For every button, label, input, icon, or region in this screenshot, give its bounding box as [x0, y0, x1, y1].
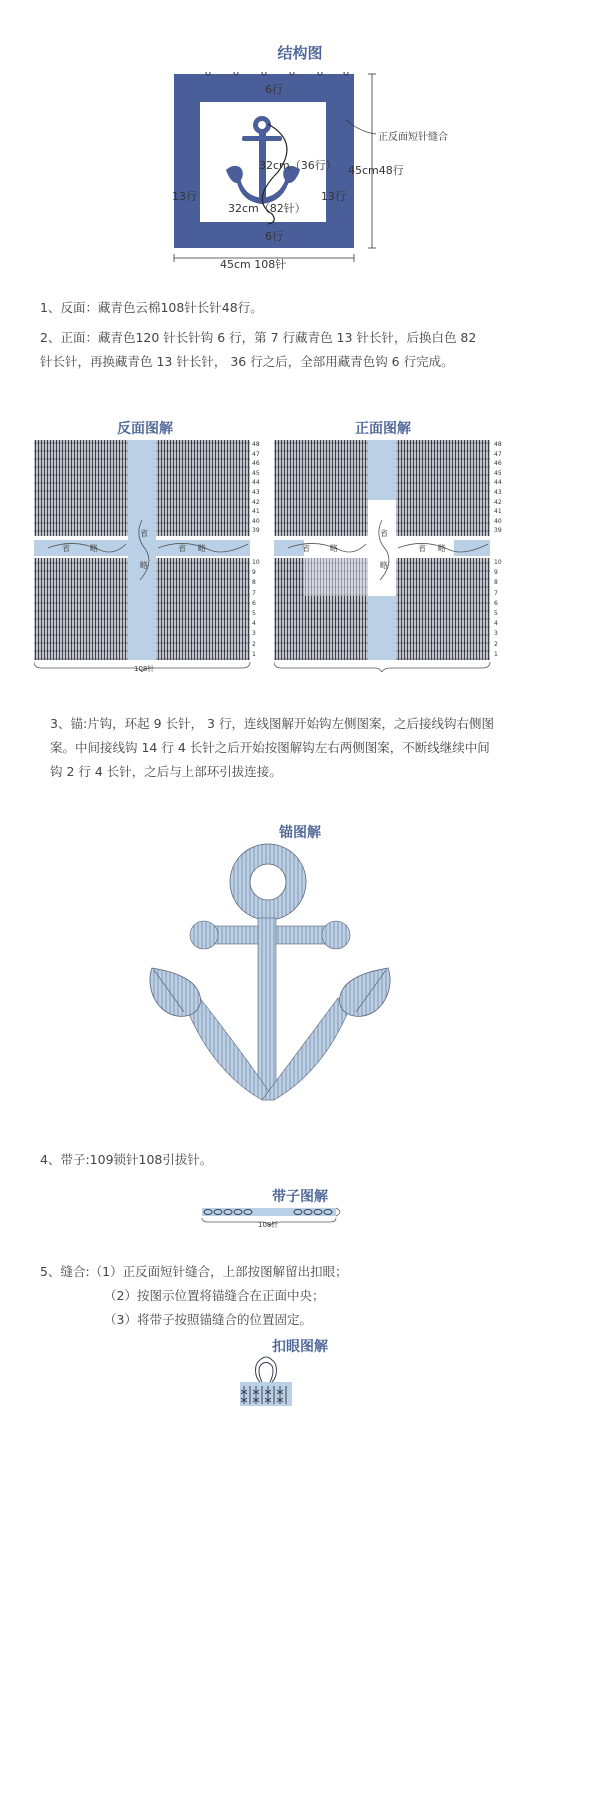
row-label: 3 [494, 630, 498, 638]
row-label: 3 [252, 630, 256, 638]
front-omit-vertical: 省 [380, 529, 388, 538]
back-row-labels-top [252, 440, 268, 536]
row-label: 5 [494, 610, 498, 618]
instruction-step5-2: （2）按图示位置将锚缝合在正面中央； [104, 1288, 325, 1303]
back-omit-right2: 略 [198, 544, 206, 553]
front-row-labels-top [494, 440, 510, 536]
row-label: 10 [494, 559, 502, 566]
back-chart-title: 反面图解 [117, 421, 173, 437]
instruction-step5-1: 5、缝合:（1）正反面短针缝合，上部按图解留出扣眼； [40, 1264, 348, 1279]
back-omit-right: 省 [178, 544, 186, 553]
strap-chart-title: 带子图解 [272, 1189, 328, 1205]
row-label: 39 [252, 527, 260, 535]
structure-width: 45cm 108针 [220, 258, 287, 271]
back-chart [34, 440, 270, 672]
row-label: 8 [494, 579, 498, 587]
row-label: 42 [252, 498, 260, 506]
row-label: 2 [494, 640, 498, 648]
row-label: 43 [252, 488, 260, 496]
row-label: 9 [494, 569, 498, 577]
row-label: 46 [494, 460, 502, 468]
structure-seam-note: 正反面短针缝合 [378, 132, 448, 143]
row-label: 44 [252, 479, 260, 487]
instruction-step4: 4、带子:109锁针108引拔针。 [40, 1152, 213, 1167]
row-label: 6 [494, 599, 498, 607]
instruction-step5-3: （3）将带子按照锚缝合的位置固定。 [104, 1312, 312, 1327]
row-label: 1 [494, 650, 498, 658]
structure-top-rows: 6行 [265, 83, 283, 96]
front-row-labels-bottom [494, 558, 510, 660]
structure-inner-vertical: 32cm（36行） [259, 159, 337, 172]
buttonhole-chart-title: 扣眼图解 [272, 1339, 328, 1355]
row-label: 6 [252, 599, 256, 607]
front-omit-right2: 略 [438, 544, 446, 553]
row-label: 46 [252, 460, 260, 468]
structure-inner-horizontal: 32cm（82针） [228, 202, 306, 215]
row-label: 4 [494, 620, 498, 628]
front-omit-vertical2: 略 [380, 561, 388, 570]
back-omit-vertical2: 略 [140, 561, 148, 570]
row-label: 41 [494, 508, 502, 516]
row-label: 48 [494, 441, 502, 448]
structure-height: 45cm48行 [348, 164, 404, 177]
instruction-step2: 2、正面：藏青色120 针长针钩 6 行，第 7 行藏青色 13 针长针，后换白色 82 针长针，再换藏青色 13 针长针， 36 行之后，全部用藏青色钩 6 行完成。 [40, 330, 477, 369]
row-label: 7 [494, 589, 498, 597]
row-label: 40 [252, 517, 260, 525]
row-label: 43 [494, 488, 502, 496]
back-omit-vertical: 省 [140, 529, 148, 538]
front-chart [274, 440, 510, 672]
row-label: 4 [252, 620, 256, 628]
row-label: 8 [252, 579, 256, 587]
row-label: 41 [252, 508, 260, 516]
row-label: 40 [494, 517, 502, 525]
row-label: 7 [252, 589, 256, 597]
structure-left-rows: 13行 [172, 190, 197, 203]
row-label: 39 [494, 527, 502, 535]
row-label: 47 [252, 450, 260, 458]
structure-title: 结构图 [277, 44, 323, 62]
back-row-labels-bottom [252, 558, 268, 660]
instruction-step3: 3、锚:片钩，环起 9 长针， 3 行，连线图解开始钩左侧图案，之后接线钩右侧图案。中间接线钩 14 行 4 长针之后开始按图解钩左右两侧图案，不断线继续中间钩 2 行 4 长针，之后与上部环引拔连接。 [50, 716, 494, 779]
front-omit-left2: 略 [330, 544, 338, 553]
anchor-chart-title: 锚图解 [279, 825, 321, 841]
row-label: 1 [252, 650, 256, 658]
strap-stitch-count: 108针 [258, 1221, 279, 1229]
front-chart-title: 正面图解 [355, 421, 411, 437]
row-label: 47 [494, 450, 502, 458]
back-omit-left2: 略 [90, 544, 98, 553]
instruction-step1: 1、反面：藏青色云棉108针长针48行。 [40, 300, 263, 315]
structure-right-rows: 13行 [321, 190, 346, 203]
anchor-chart [140, 840, 460, 1112]
row-label: 42 [494, 498, 502, 506]
front-omit-left: 省 [302, 544, 310, 553]
row-label: 5 [252, 610, 256, 618]
structure-bottom-rows: 6行 [265, 230, 283, 243]
back-stitch-count: 108针 [134, 665, 155, 673]
row-label: 48 [252, 441, 260, 448]
front-omit-right: 省 [418, 544, 426, 553]
structure-diagram [150, 72, 450, 282]
row-label: 45 [494, 469, 502, 477]
buttonhole-chart [236, 1356, 296, 1410]
row-label: 45 [252, 469, 260, 477]
row-label: 44 [494, 479, 502, 487]
row-label: 2 [252, 640, 256, 648]
back-omit-left: 省 [62, 544, 70, 553]
row-label: 9 [252, 569, 256, 577]
row-label: 10 [252, 559, 260, 566]
